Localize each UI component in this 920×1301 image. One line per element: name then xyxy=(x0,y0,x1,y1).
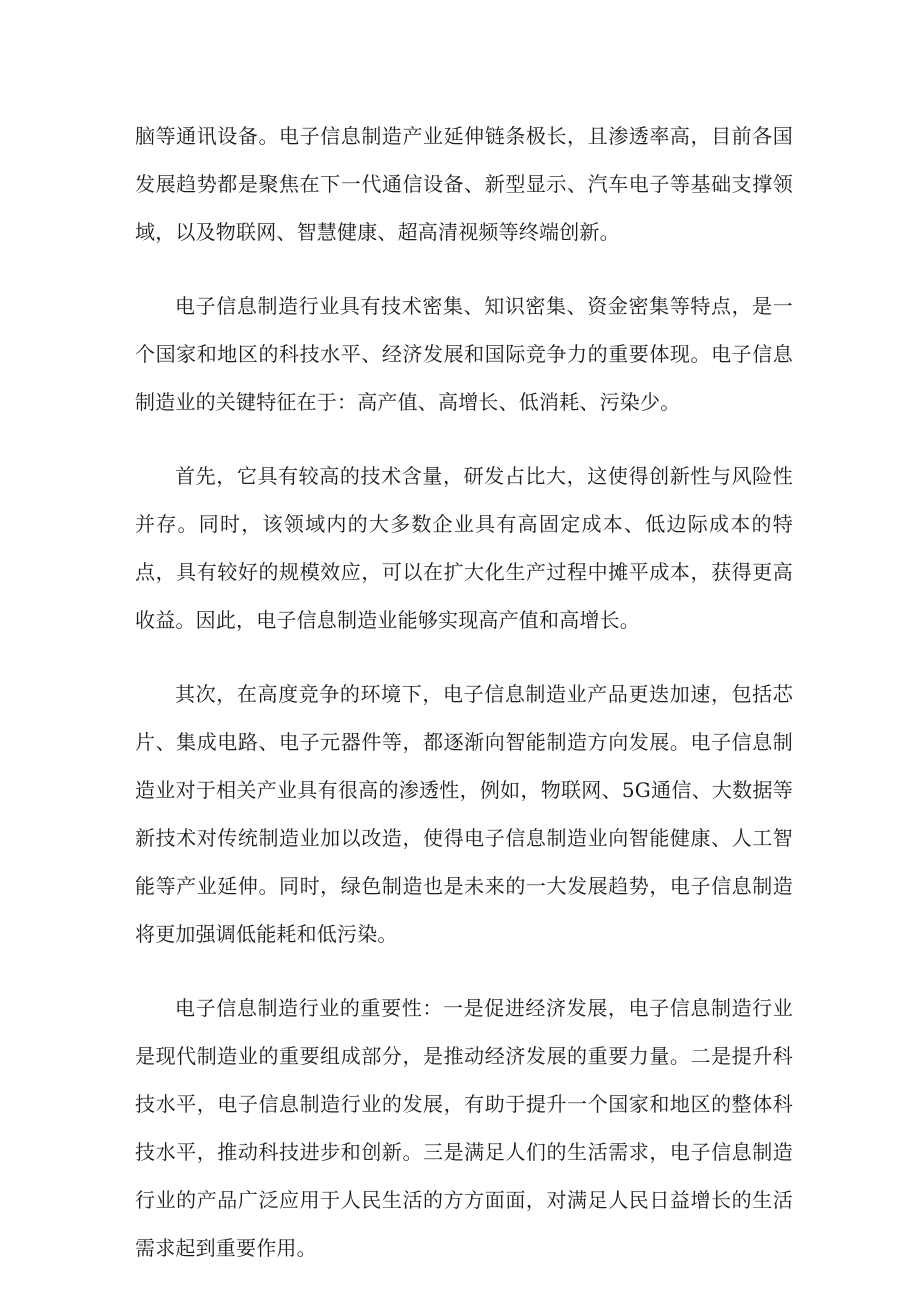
paragraph-second-point: 其次，在高度竞争的环境下，电子信息制造业产品更迭加速，包括芯片、集成电路、电子元器件等，都逐渐向智能制造方向发展。电子信息制造业对于相关产业具有很高的渗透性，例如，物联网、5G通信、大数据等新技术对传统制造业加以改造，使得电子信息制造业向智能健康、人工智能等产业延伸。同时，绿色制造也是未来的一大发展趋势，电子信息制造将更加强调低能耗和低污染。 xyxy=(135,682,793,946)
document-body xyxy=(135,112,793,1298)
paragraph-industry-characteristics: 电子信息制造行业具有技术密集、知识密集、资金密集等特点，是一个国家和地区的科技水平、经济发展和国际竞争力的重要体现。电子信息制造业的关键特征在于：高产值、高增长、低消耗、污染少。 xyxy=(135,294,793,414)
paragraph-first-point: 首先，它具有较高的技术含量，研发占比大，这使得创新性与风险性并存。同时，该领域内的大多数企业具有高固定成本、低边际成本的特点，具有较好的规模效应，可以在扩大化生产过程中摊平成本，获得更高收益。因此，电子信息制造业能够实现高产值和高增长。 xyxy=(135,464,793,632)
paragraph-continuation: 脑等通讯设备。电子信息制造产业延伸链条极长，且渗透率高，目前各国发展趋势都是聚焦在下一代通信设备、新型显示、汽车电子等基础支撑领域，以及物联网、智慧健康、超高清视频等终端创新。 xyxy=(135,124,793,244)
paragraph-importance: 电子信息制造行业的重要性：一是促进经济发展，电子信息制造行业是现代制造业的重要组成部分，是推动经济发展的重要力量。二是提升科技水平，电子信息制造行业的发展，有助于提升一个国家和地区的整体科技水平，推动科技进步和创新。三是满足人们的生活需求，电子信息制造行业的产品广泛应用于人民生活的方方面面，对满足人民日益增长的生活需求起到重要作用。 xyxy=(135,996,793,1260)
